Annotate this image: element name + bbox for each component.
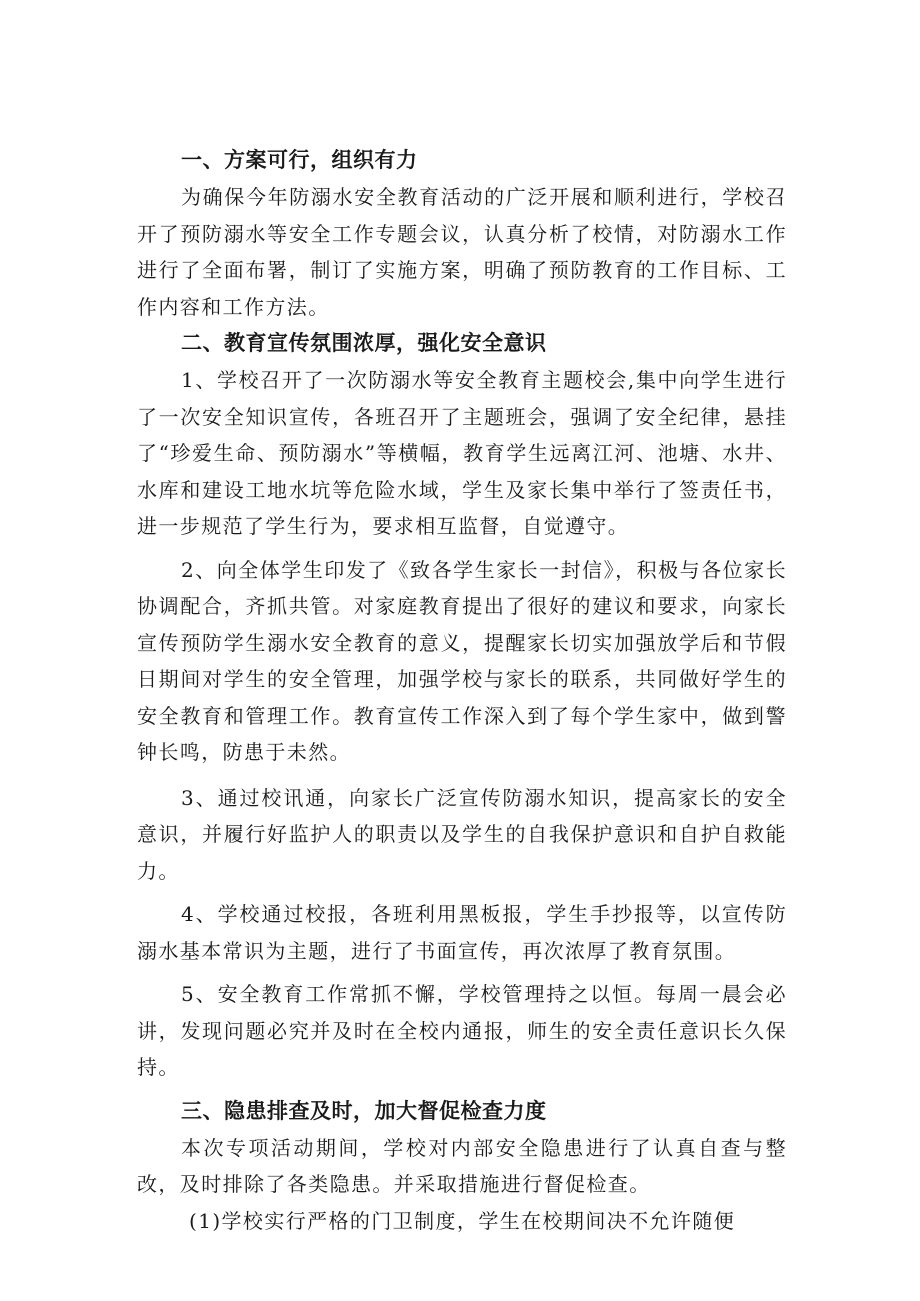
section-2-item-2: 2、向全体学生印发了《致各学生家长一封信》，积极与各位家长协调配合，齐抓共管。对家庭教育提出了很好的建议和要求，向家长宣传预防学生溺水安全教育的意义，提醒家长切实加强放学后和节假日期间对学生的安全管理，加强学校与家长的联系，共同做好学生的安全教育和管理工作。教育宣传工作深入到了每个学生家中，做到警钟长鸣，防患于未然。 (137, 557, 787, 764)
section-2-heading: 二、教育宣传氛围浓厚，强化安全意识 (181, 331, 547, 355)
section-1-heading: 一、方案可行，组织有力 (181, 148, 418, 172)
section-3-paragraph: 本次专项活动期间，学校对内部安全隐患进行了认真自查与整改，及时排除了各类隐患。并采取措施进行督促检查。 (137, 1135, 787, 1196)
section-2-item-1: 1、学校召开了一次防溺水等安全教育主题校会,集中向学生进行了一次安全知识宣传，各班召开了主题班会，强调了安全纪律，悬挂了“珍爱生命、预防溺水”等横幅，教育学生远离江河、池塘、水井、水库和建设工地水坑等危险水域，学生及家长集中举行了签责任书，进一步规范了学生行为，要求相互监督，自觉遵守。 (137, 368, 787, 538)
section-1-paragraph: 为确保今年防溺水安全教育活动的广泛开展和顺利进行，学校召开了预防溺水等安全工作专题会议，认真分析了校情，对防溺水工作进行了全面布署，制订了实施方案，明确了预防教育的工作目标、工作内容和工作方法。 (137, 185, 787, 319)
section-2-item-4: 4、学校通过校报，各班利用黑板报，学生手抄报等，以宣传防溺水基本常识为主题，进行了书面宣传，再次浓厚了教育氛围。 (137, 902, 787, 963)
document-body (137, 142, 787, 1239)
section-3-heading: 三、隐患排查及时，加大督促检查力度 (181, 1098, 547, 1123)
section-3-item-1: (1)学校实行严格的门卫制度，学生在校期间决不允许随便 (189, 1208, 736, 1233)
section-2-item-5: 5、安全教育工作常抓不懈，学校管理持之以恒。每周一晨会必讲，发现问题必究并及时在全校内通报，师生的安全责任意识长久保持。 (137, 982, 787, 1079)
section-2-item-3: 3、通过校讯通，向家长广泛宣传防溺水知识，提高家长的安全意识，并履行好监护人的职责以及学生的自我保护意识和自护自救能力。 (137, 785, 787, 883)
